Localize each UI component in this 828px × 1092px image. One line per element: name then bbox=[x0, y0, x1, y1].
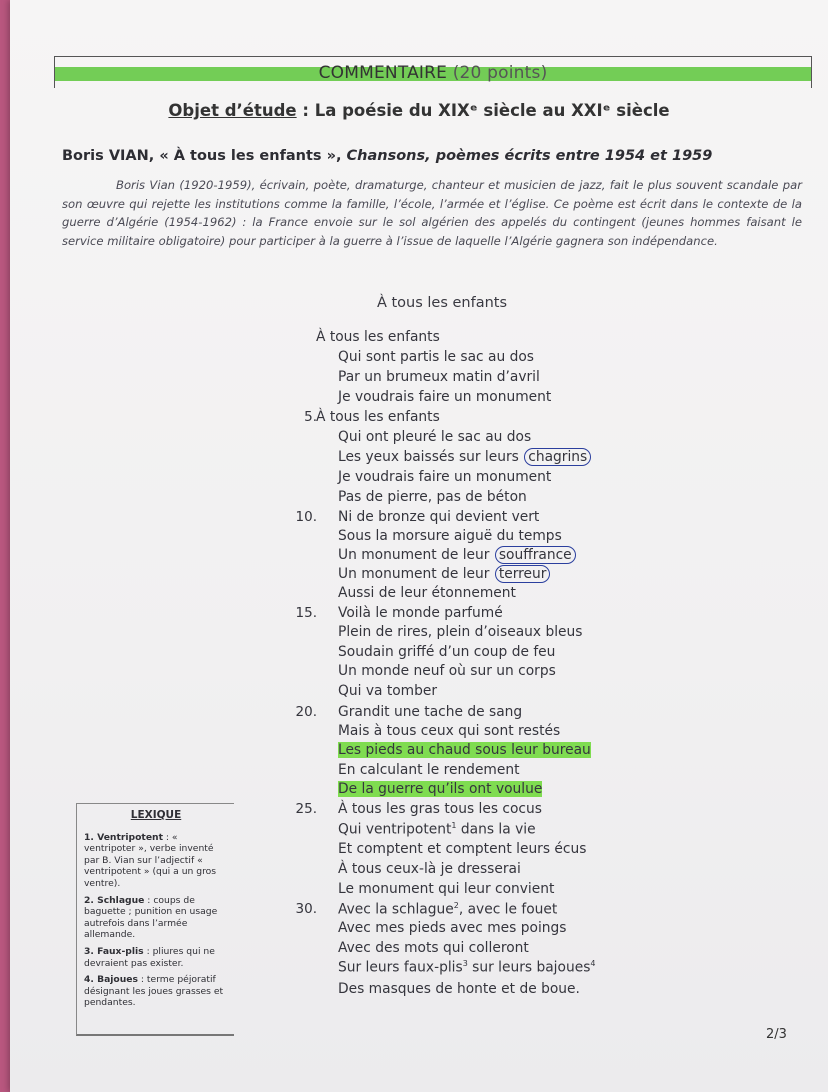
poem-line-text: Avec la schlague bbox=[338, 901, 454, 918]
poem-line-text: , avec le fouet bbox=[458, 901, 558, 918]
poem-line: Qui sont partis le sac au dos bbox=[338, 349, 534, 365]
poem-line bbox=[338, 781, 542, 800]
footnote-ref: 2 bbox=[453, 901, 459, 910]
poem-line: Sous la morsure aiguë du temps bbox=[338, 528, 562, 544]
worksheet-page bbox=[10, 0, 828, 1092]
lexique-def: : coups de baguette ; punition en usage autrefois dans l’armée allemande. bbox=[84, 894, 218, 941]
lexique-item bbox=[84, 946, 228, 969]
lexique-def: : « ventripoter », verbe inventé par B. Vian sur l’adjectif « ventripotent » (qui a un gros ventre). bbox=[84, 831, 217, 889]
highlighted-line: De la guerre qu’ils ont voulue bbox=[338, 781, 543, 797]
poem-line bbox=[338, 821, 536, 840]
section-title-text: COMMENTAIRE bbox=[318, 63, 448, 83]
lexique-term: 2. Schlague bbox=[84, 894, 145, 906]
poem-line: Pas de pierre, pas de béton bbox=[338, 489, 527, 505]
author-line bbox=[62, 148, 712, 164]
lexique-term: 4. Bajoues bbox=[84, 974, 138, 986]
poem-line: Grandit une tache de sang bbox=[338, 704, 523, 720]
line-number: 20. bbox=[295, 704, 317, 720]
circled-word: souffrance bbox=[495, 546, 576, 564]
poem-line: Qui va tomber bbox=[338, 683, 438, 699]
poem-line bbox=[338, 547, 576, 566]
lexique-item bbox=[84, 895, 228, 941]
author-name: Boris VIAN, « À tous les enfants », bbox=[62, 148, 347, 164]
highlighted-line: Les pieds au chaud sous leur bureau bbox=[338, 742, 591, 758]
poem-line: À tous ceux-là je dresserai bbox=[338, 861, 521, 877]
poem-line: Avec mes pieds avec mes poings bbox=[338, 920, 567, 936]
poem-line: Des masques de honte et de boue. bbox=[338, 981, 580, 997]
line-number: 10. bbox=[295, 509, 317, 525]
poem-line: Qui ont pleuré le sac au dos bbox=[338, 429, 532, 445]
lexique-def: : pliures qui ne devraient pas exister. bbox=[84, 945, 215, 969]
objet-text: : La poésie du XIXᵉ siècle au XXIᵉ siècle bbox=[296, 101, 670, 120]
line-number: 15. bbox=[295, 605, 317, 621]
footnote-ref: 3 bbox=[462, 959, 468, 968]
poem-line-text: Qui ventripotent bbox=[338, 821, 452, 838]
lexique-def: : terme péjoratif désignant les joues grasses et pendantes. bbox=[84, 974, 224, 1009]
intro-paragraph bbox=[62, 176, 802, 250]
circled-word: terreur bbox=[495, 565, 551, 583]
lexique-term: 1. Ventripotent bbox=[84, 831, 163, 843]
poem-line-text: Un monument de leur bbox=[338, 547, 494, 563]
poem-line: À tous les enfants bbox=[316, 409, 440, 425]
poem-line: Mais à tous ceux qui sont restés bbox=[338, 723, 561, 739]
poem-line-text: Un monument de leur bbox=[338, 566, 494, 582]
poem-line: En calculant le rendement bbox=[338, 762, 520, 778]
poem-line: Le monument qui leur convient bbox=[338, 881, 555, 897]
poem-line: À tous les gras tous les cocus bbox=[338, 801, 542, 817]
line-number: 25. bbox=[295, 801, 317, 817]
poem-line bbox=[338, 959, 595, 978]
circled-word: chagrins bbox=[524, 448, 591, 466]
poem-line-text: Les yeux baissés sur leurs bbox=[338, 449, 524, 465]
poem-line bbox=[338, 901, 557, 920]
poem-line: Je voudrais faire un monument bbox=[338, 389, 552, 405]
poem-line-text: Sur leurs faux-plis bbox=[338, 959, 463, 976]
page-number: 2/3 bbox=[766, 1027, 787, 1042]
poem-line bbox=[338, 742, 591, 761]
poem-line: Plein de rires, plein d’oiseaux bleus bbox=[338, 624, 583, 640]
poem-line: Un monde neuf où sur un corps bbox=[338, 663, 556, 679]
poem-line bbox=[338, 566, 550, 585]
footnote-ref: 1 bbox=[451, 821, 457, 830]
poem-line bbox=[338, 449, 591, 468]
footnote-ref: 4 bbox=[590, 959, 596, 968]
poem-line: Je voudrais faire un monument bbox=[338, 469, 552, 485]
line-number: 5. bbox=[304, 409, 317, 425]
poem-line: À tous les enfants bbox=[316, 329, 440, 345]
lexique-box bbox=[76, 803, 234, 1036]
objet-label: Objet d’étude bbox=[168, 101, 297, 120]
lexique-title: LEXIQUE bbox=[130, 809, 182, 821]
line-number: 30. bbox=[295, 901, 317, 917]
poem-line: Et comptent et comptent leurs écus bbox=[338, 841, 587, 857]
poem-line: Ni de bronze qui devient vert bbox=[338, 509, 540, 525]
poem-title: À tous les enfants bbox=[376, 295, 508, 311]
poem-line: Avec des mots qui colleront bbox=[338, 940, 529, 956]
objet-etude bbox=[10, 101, 828, 120]
poem-line: Aussi de leur étonnement bbox=[338, 585, 516, 601]
work-title: Chansons, poèmes écrits entre 1954 et 1959 bbox=[346, 148, 713, 164]
intro-text: Boris Vian (1920-1959), écrivain, poète, dramaturge, chanteur et musicien de jazz, fait le plus souvent scandale par son œuvre qui rejette les institutions comme la famille, l’école, l’armée et l’église. Ce poème est écrit dans le contexte de la guerre d’Algérie (1954-1962) : la France envoie sur le sol algérien des appelés du contingent (jeunes hommes faisant le service militaire obligatoire) pour participer à la guerre à l’issue de laquelle l’Algérie gagnera son indépendance. bbox=[62, 178, 802, 248]
lexique-item bbox=[84, 974, 228, 1009]
poem-line: Soudain griffé d’un coup de feu bbox=[338, 644, 556, 660]
section-points: (20 points) bbox=[452, 63, 548, 83]
poem-line-text: dans la vie bbox=[456, 821, 536, 838]
poem-line: Voilà le monde parfumé bbox=[338, 605, 503, 621]
poem-line: Par un brumeux matin d’avril bbox=[338, 369, 540, 385]
section-title bbox=[55, 63, 811, 83]
poem-line-text: sur leurs bajoues bbox=[467, 959, 591, 976]
lexique-term: 3. Faux-plis bbox=[84, 945, 144, 957]
section-header bbox=[54, 56, 812, 88]
lexique-item bbox=[84, 832, 228, 890]
